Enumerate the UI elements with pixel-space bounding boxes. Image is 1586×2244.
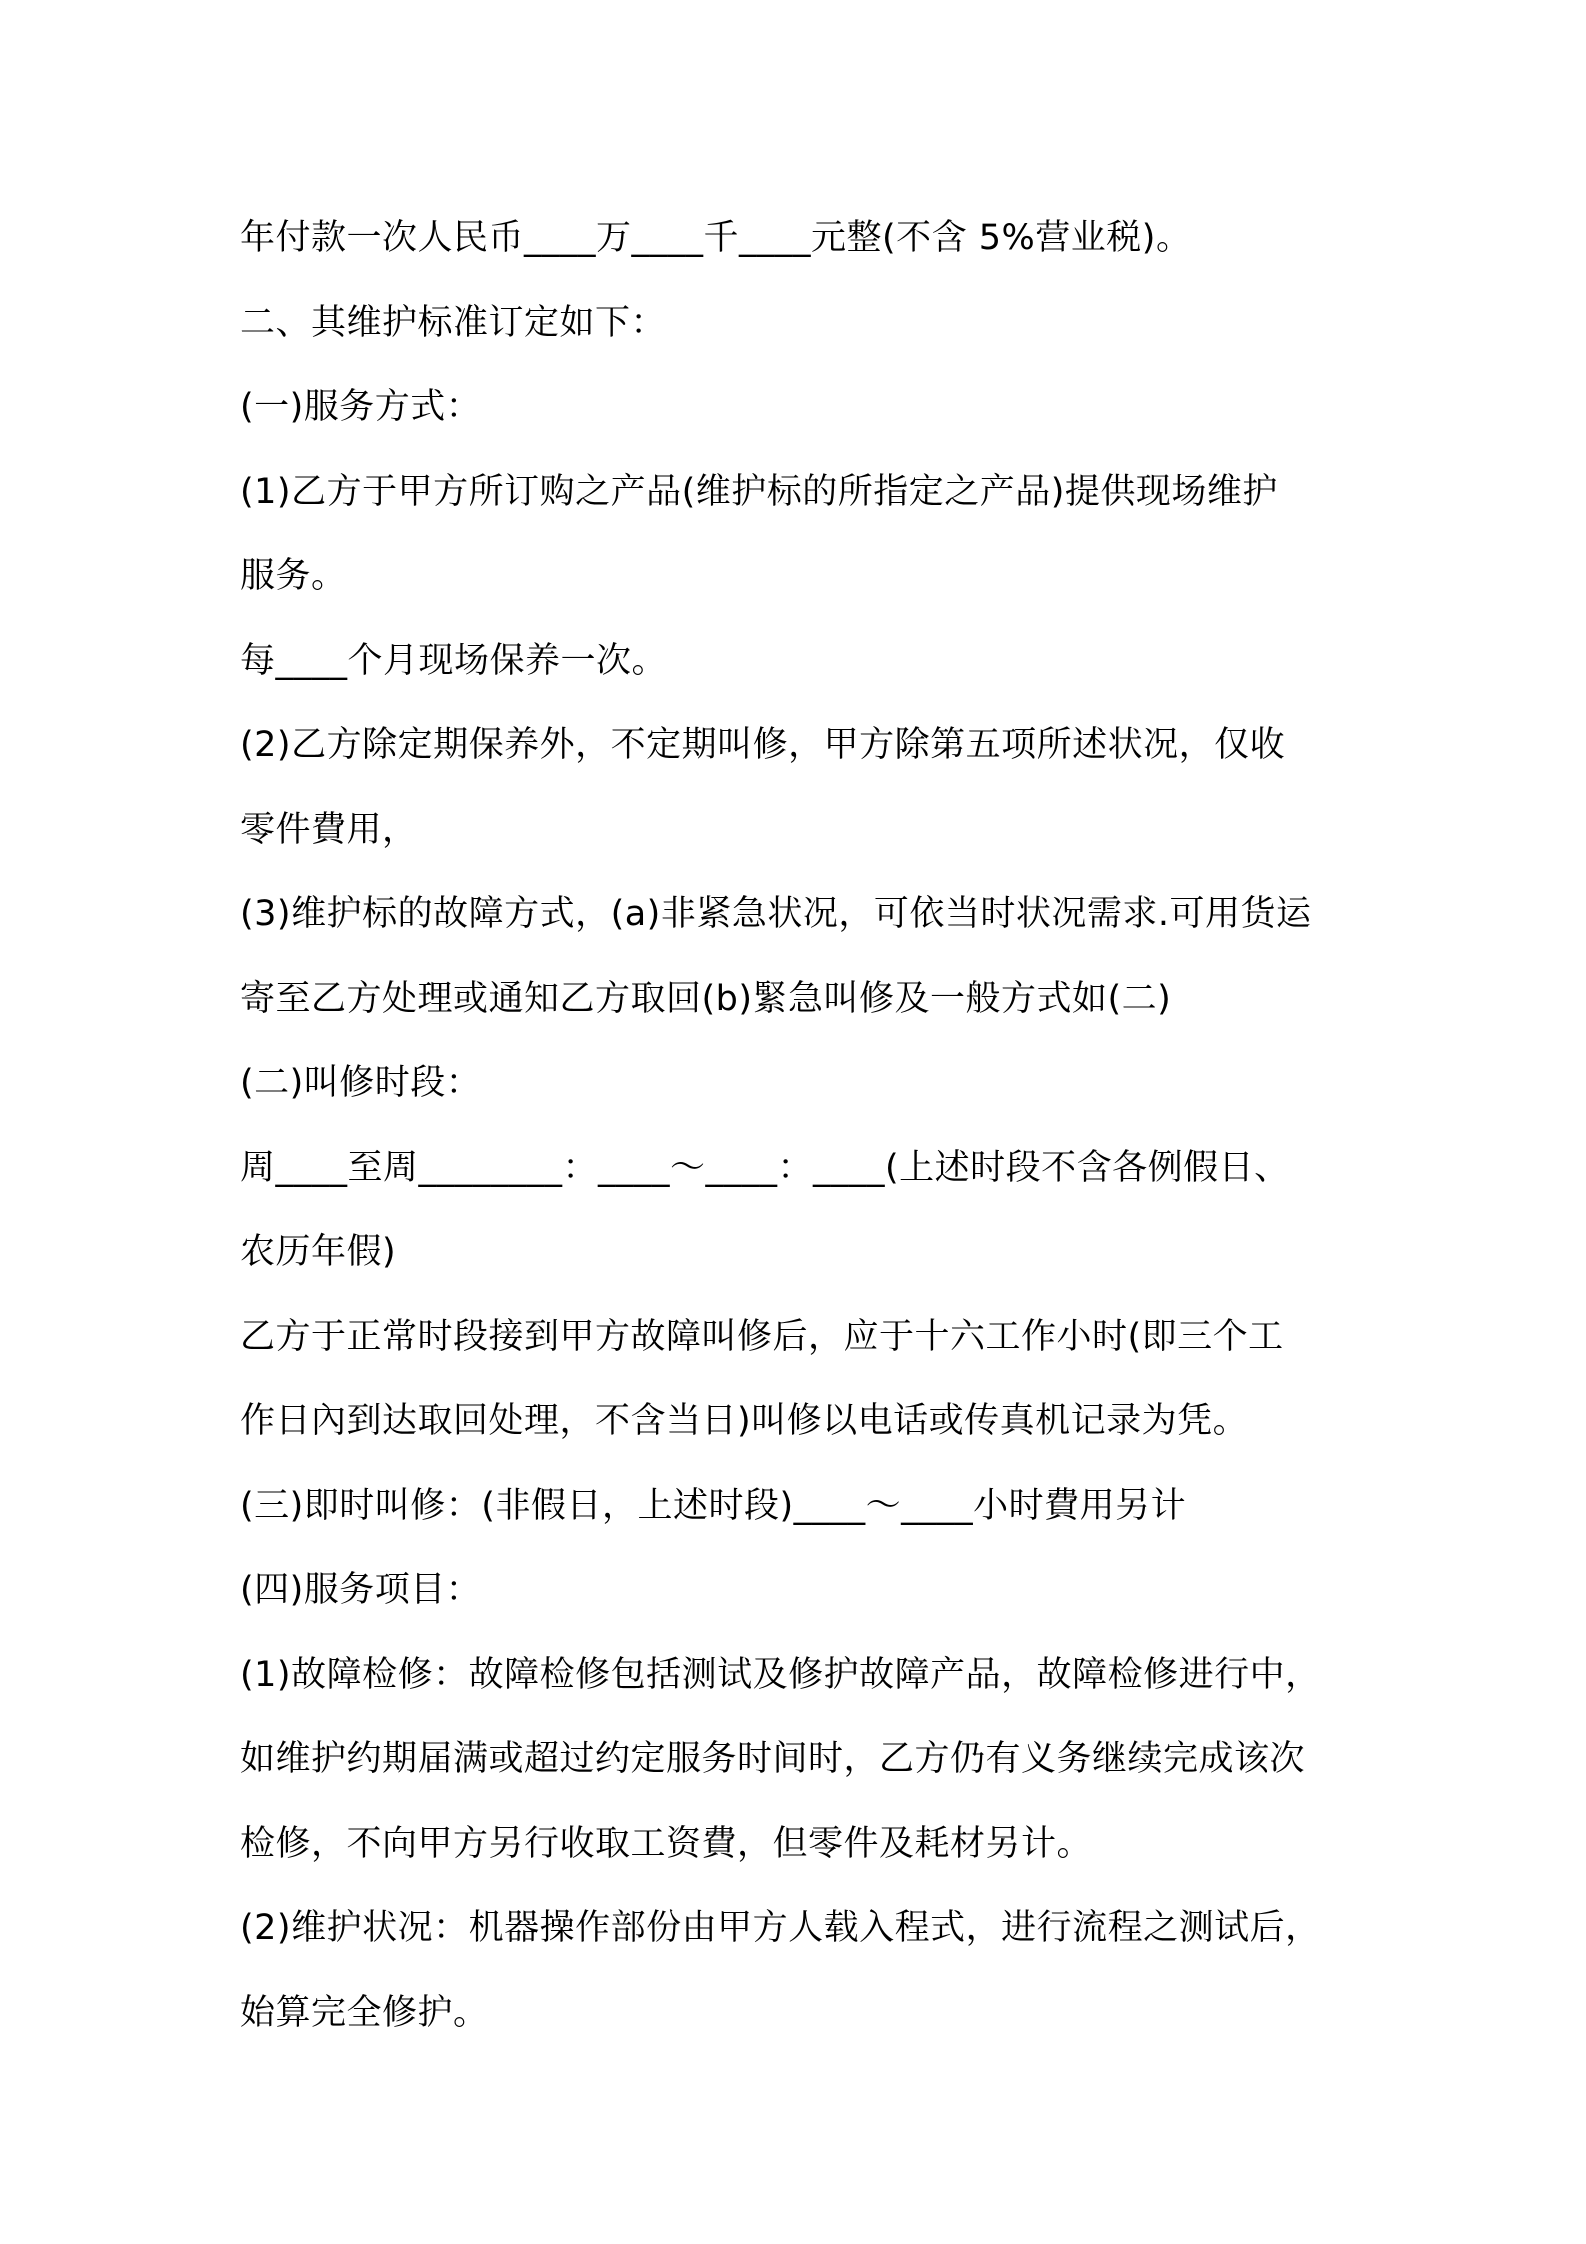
repair-hours-line-1: 周____至周________：____～____：____(上述时段不含各例假日、: [240, 1147, 1290, 1188]
response-time-line-2: 作日內到达取回处理，不含当日)叫修以电话或传真机记录为凭。: [240, 1401, 1249, 1441]
clause-3-line-1: (3)维护标的故障方式，(a)非紧急状况，可依当时状况需求.可用货运: [240, 894, 1312, 934]
service-item-1-line-1: (1)故障检修：故障检修包括测试及修护故障产品，故障检修进行中，: [240, 1654, 1321, 1695]
response-time-line-1: 乙方于正常时段接到甲方故障叫修后，应于十六工作小时(即三个工: [240, 1316, 1284, 1357]
subheading-repair-hours: (二)叫修时段：: [240, 1063, 482, 1103]
subheading-service-method: (一)服务方式：: [240, 387, 482, 427]
service-item-1-line-2: 如维护约期届满或超过约定服务时间时，乙方仍有义务继续完成该次: [240, 1739, 1306, 1779]
clause-1-line-2: 服务。: [240, 556, 347, 596]
clause-1-line-1: (1)乙方于甲方所订购之产品(维护标的所指定之产品)提供现场维护: [240, 471, 1278, 512]
payment-line: 年付款一次人民币____万____千____元整(不含 5%营业税)。: [240, 218, 1192, 258]
document-body: [240, 196, 1370, 2055]
service-item-1-line-3: 检修，不向甲方另行收取工资費，但零件及耗材另计。: [240, 1823, 1093, 1864]
clause-2-line-2: 零件費用，: [240, 809, 418, 850]
clause-3-line-2: 寄至乙方处理或通知乙方取回(b)緊急叫修及一般方式如(二): [240, 978, 1172, 1019]
maintenance-frequency-line: 每____个月现场保养一次。: [240, 640, 668, 681]
subheading-immediate-repair: (三)即时叫修：(非假日，上述时段)____～____小时費用另计: [240, 1485, 1187, 1526]
service-item-2-line-1: (2)维护状况：机器操作部份由甲方人载入程式，进行流程之测试后，: [240, 1908, 1321, 1948]
clause-2-line-1: (2)乙方除定期保养外，不定期叫修，甲方除第五项所述状况，仅收: [240, 725, 1286, 765]
repair-hours-line-2: 农历年假): [240, 1232, 397, 1272]
service-item-2-line-2: 始算完全修护。: [240, 1992, 489, 2033]
subheading-service-items: (四)服务项目：: [240, 1570, 482, 1610]
section-heading-maintenance-standard: 二、其维护标准订定如下：: [240, 302, 667, 343]
